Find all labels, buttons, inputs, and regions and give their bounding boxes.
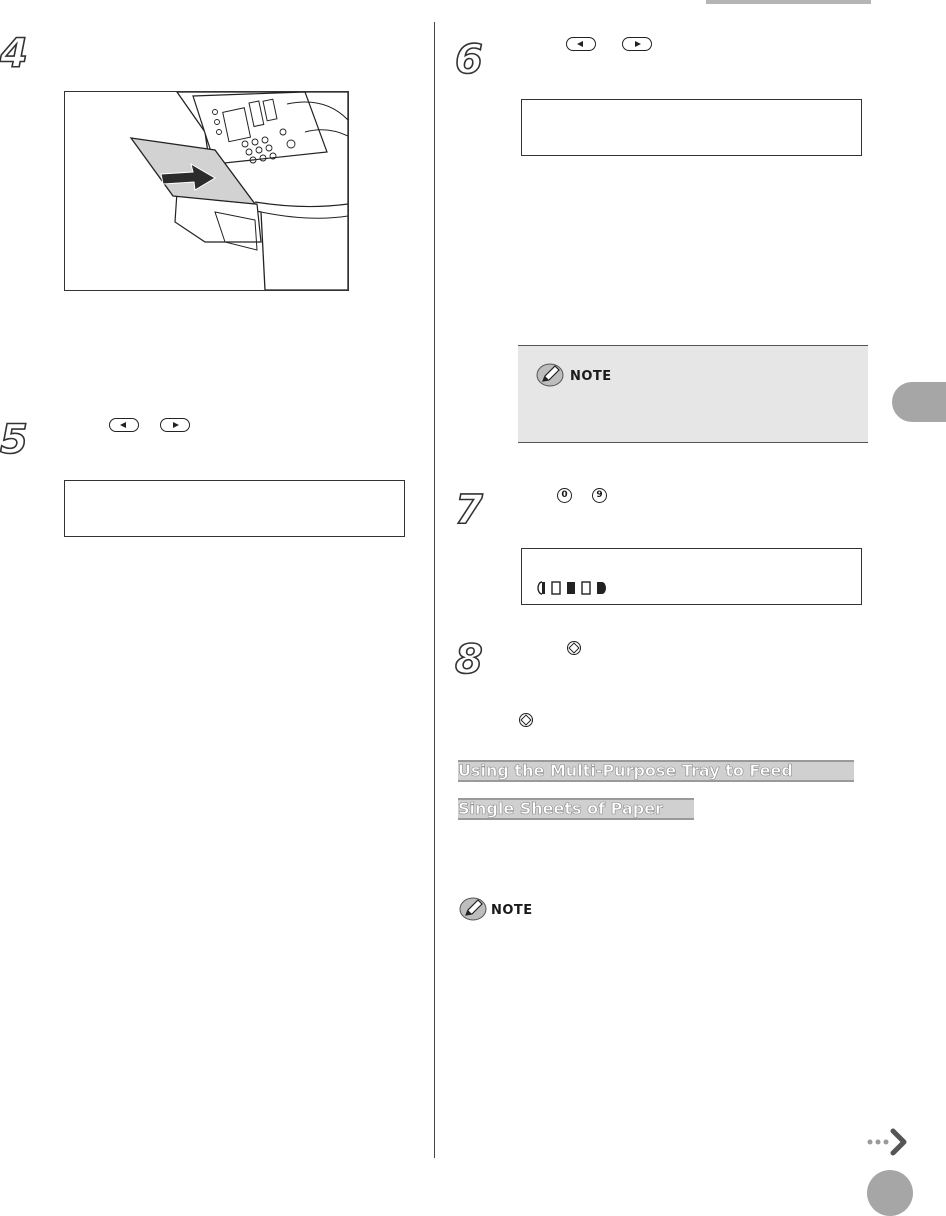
pencil-note-icon [536, 363, 564, 387]
right-arrow-key-icon [622, 37, 652, 51]
lcd-display-step7 [521, 548, 862, 605]
pencil-note-icon [459, 897, 487, 921]
paper-loading-figure [64, 91, 349, 291]
step-number-6: 6 [455, 37, 483, 83]
start-key-icon [567, 641, 581, 655]
header-rule [706, 0, 871, 4]
step-number-4: 4 [0, 31, 28, 77]
step-number-8: 8 [455, 637, 483, 683]
chapter-tab [892, 382, 946, 422]
start-key-icon [519, 713, 533, 727]
lcd-cursor-pattern-icon [536, 580, 616, 596]
section-heading-line1: Using the Multi-Purpose Tray to Feed [458, 760, 854, 782]
lcd-display-step6 [521, 99, 862, 156]
section-heading-line2: Single Sheets of Paper [458, 798, 694, 820]
note-box [518, 345, 868, 443]
note-label: NOTE [491, 903, 533, 918]
digit-zero-key-icon: 0 [557, 488, 572, 503]
step-number-7: 7 [455, 487, 483, 533]
left-arrow-key-icon [566, 37, 596, 51]
digit-nine-key-icon: 9 [592, 488, 607, 503]
right-arrow-key-icon [160, 418, 190, 432]
lcd-display-step5 [64, 480, 405, 537]
paper-loading-illustration-icon [65, 92, 348, 290]
page-number-badge [867, 1170, 913, 1216]
note-label: NOTE [570, 369, 612, 384]
step-number-5: 5 [0, 417, 28, 463]
left-arrow-key-icon [109, 418, 139, 432]
continue-arrow-icon [866, 1127, 916, 1157]
column-divider [434, 22, 435, 1158]
